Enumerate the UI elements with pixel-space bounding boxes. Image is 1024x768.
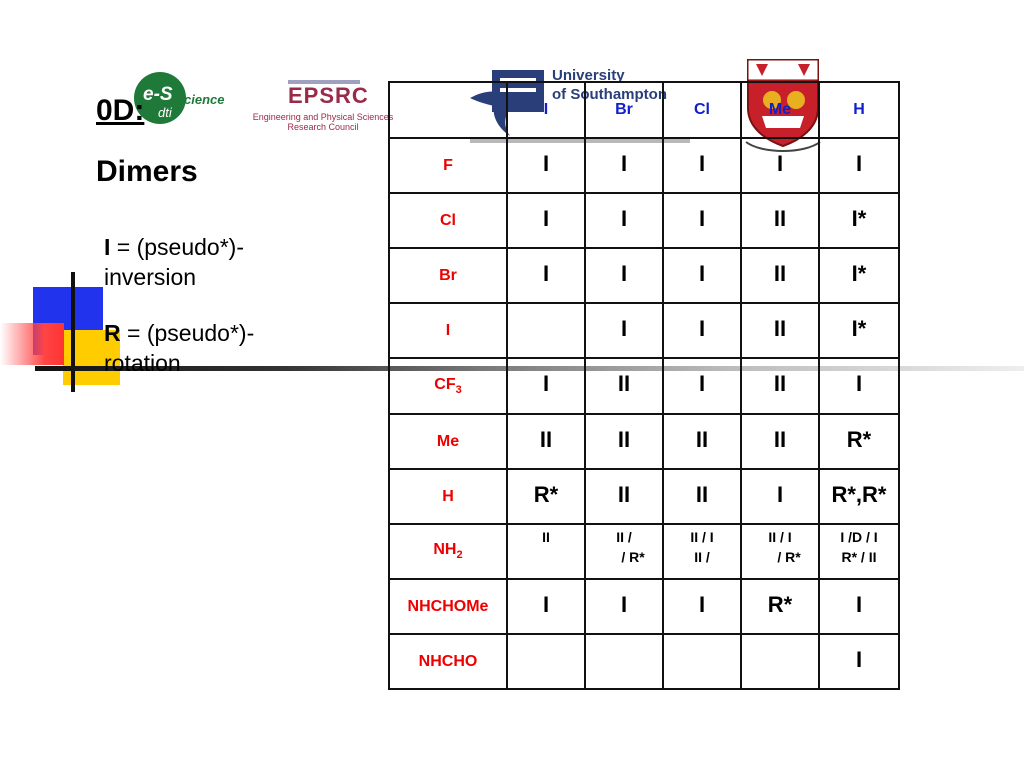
table-cell	[741, 248, 819, 303]
row-header-label: NHCHO	[418, 652, 478, 670]
table-cell-value: I	[698, 371, 706, 396]
table-cell-value: I	[542, 151, 550, 176]
table-cell	[663, 303, 741, 358]
table-row	[389, 303, 899, 358]
row-header	[389, 303, 507, 358]
table-cell-line: II /	[616, 529, 632, 545]
table-cell-value: I	[542, 371, 550, 396]
row-header-label: Br	[439, 266, 457, 284]
epsrc-logo	[248, 80, 408, 135]
row-header-label: Cl	[440, 211, 456, 229]
table-row	[389, 414, 899, 469]
southampton-logo-line1: University	[552, 67, 625, 84]
table-cell	[507, 634, 585, 689]
table-cell	[507, 138, 585, 193]
table-cell	[663, 579, 741, 634]
epsrc-logo-subtitle: Engineering and Physical Sciences Research Council	[252, 112, 394, 132]
decor-vertical-line	[71, 272, 75, 392]
table-cell	[741, 358, 819, 414]
table-cell	[819, 579, 899, 634]
legend-symbol: I	[104, 234, 111, 260]
table-cell-value: I	[855, 647, 863, 672]
table-cell	[663, 634, 741, 689]
table-row	[389, 193, 899, 248]
table-cell	[741, 193, 819, 248]
row-header	[389, 579, 507, 634]
table-cell-value: I	[620, 151, 628, 176]
table-cell-value: I	[542, 592, 550, 617]
table-cell-line: II / I	[690, 529, 714, 545]
table-cell	[585, 248, 663, 303]
table-cell	[741, 469, 819, 524]
table-cell-line: I /D / I	[840, 529, 878, 545]
table-cell-value: I	[542, 206, 550, 231]
row-header-label: Me	[436, 432, 460, 450]
row-header-label: I	[445, 321, 451, 339]
table-cell-value: I	[698, 261, 706, 286]
table-cell-value: II	[695, 427, 709, 452]
table-cell-value: R*	[846, 427, 872, 452]
table-cell-line: II / I	[768, 529, 792, 545]
table-cell	[507, 248, 585, 303]
table-cell	[507, 303, 585, 358]
table-cell-line: II	[542, 529, 550, 545]
row-header-label: NHCHOMe	[407, 597, 489, 615]
table-cell	[741, 414, 819, 469]
dimer-table	[388, 81, 900, 690]
row-header	[389, 138, 507, 193]
table-cell	[663, 524, 741, 579]
table-cell	[585, 469, 663, 524]
table-cell	[663, 469, 741, 524]
slide-title: 0D:	[96, 94, 145, 127]
table-cell	[819, 248, 899, 303]
table-cell-value	[664, 527, 740, 567]
table-cell-value: I*	[851, 316, 867, 341]
table-cell-value: I	[776, 151, 784, 176]
row-header	[389, 524, 507, 579]
table-corner-cell	[389, 82, 507, 138]
row-header-label: F	[443, 156, 453, 174]
table-cell-line: / R*	[621, 549, 645, 565]
table-cell	[507, 579, 585, 634]
table-cell	[507, 469, 585, 524]
legend-inversion	[104, 232, 304, 292]
table-header-row	[389, 82, 899, 138]
table-cell-value: II	[773, 427, 787, 452]
table-cell-line: / R*	[777, 549, 801, 565]
table-cell	[663, 193, 741, 248]
table-cell	[585, 303, 663, 358]
table-cell-value	[586, 527, 662, 567]
column-header: Cl	[663, 82, 741, 138]
table-cell-value: I	[855, 371, 863, 396]
table-cell-value: II	[617, 427, 631, 452]
table-cell	[663, 138, 741, 193]
table-row	[389, 524, 899, 579]
table-cell	[507, 414, 585, 469]
column-header: Me	[741, 82, 819, 138]
table-cell	[819, 358, 899, 414]
table-cell-value: R*	[767, 592, 793, 617]
escience-logo-text-3: dti	[158, 105, 172, 120]
column-header: I	[507, 82, 585, 138]
table-cell-value: I	[542, 261, 550, 286]
table-cell-value: I	[698, 151, 706, 176]
table-cell-value: I	[698, 592, 706, 617]
row-header	[389, 634, 507, 689]
row-header-subscript: 3	[455, 384, 462, 397]
table-cell-value: I	[698, 316, 706, 341]
table-row	[389, 579, 899, 634]
table-cell-value: II	[539, 427, 553, 452]
table-row	[389, 248, 899, 303]
table-row	[389, 138, 899, 193]
table-cell	[819, 524, 899, 579]
table-cell	[663, 248, 741, 303]
dimer-table-body	[389, 82, 899, 689]
table-cell	[663, 414, 741, 469]
legend-text: = (pseudo*)-rotation	[104, 320, 255, 376]
table-cell-value	[742, 527, 818, 567]
table-cell	[585, 524, 663, 579]
table-cell-value: I	[776, 482, 784, 507]
escience-logo-text-2: cience	[184, 92, 225, 107]
table-row	[389, 634, 899, 689]
table-cell-value	[508, 527, 584, 547]
table-cell	[819, 138, 899, 193]
column-header: H	[819, 82, 899, 138]
legend-symbol: R	[104, 320, 121, 346]
table-cell-value: I	[698, 206, 706, 231]
row-header	[389, 193, 507, 248]
table-row	[389, 358, 899, 414]
table-cell	[741, 634, 819, 689]
table-cell-value: II	[773, 206, 787, 231]
table-cell-value: II	[617, 371, 631, 396]
escience-logo-text: e-S	[143, 84, 173, 105]
table-cell-line: II /	[694, 549, 710, 565]
table-cell	[507, 524, 585, 579]
table-cell	[585, 414, 663, 469]
row-header	[389, 248, 507, 303]
table-cell-value: II	[773, 371, 787, 396]
table-cell-value: I	[620, 592, 628, 617]
table-cell-value: R*	[533, 482, 559, 507]
decor-red-bar	[0, 323, 64, 365]
table-cell	[819, 414, 899, 469]
table-cell	[507, 358, 585, 414]
legend-text: = (pseudo*)-inversion	[104, 234, 244, 290]
table-cell	[663, 358, 741, 414]
table-cell-value: I	[620, 261, 628, 286]
table-cell	[585, 634, 663, 689]
table-cell-value: I*	[851, 206, 867, 231]
table-cell-value: R*,R*	[831, 482, 887, 507]
row-header-label: CF	[434, 375, 456, 393]
table-cell	[819, 469, 899, 524]
table-cell	[585, 193, 663, 248]
table-row	[389, 469, 899, 524]
table-cell-value	[820, 527, 898, 567]
table-cell	[741, 138, 819, 193]
table-cell-value: I*	[851, 261, 867, 286]
table-cell	[741, 303, 819, 358]
row-header-subscript: 2	[456, 549, 463, 562]
table-cell	[819, 193, 899, 248]
table-cell	[819, 303, 899, 358]
table-cell-line: R* / II	[841, 549, 877, 565]
table-cell	[507, 193, 585, 248]
table-cell	[741, 524, 819, 579]
row-header	[389, 358, 507, 414]
row-header	[389, 469, 507, 524]
table-cell-value: I	[620, 206, 628, 231]
table-cell	[585, 138, 663, 193]
column-header: Br	[585, 82, 663, 138]
table-cell-value: I	[855, 592, 863, 617]
table-cell-value: II	[695, 482, 709, 507]
table-cell-value: II	[773, 316, 787, 341]
slide-subtitle: Dimers	[96, 155, 198, 188]
legend-rotation	[104, 318, 304, 378]
epsrc-logo-name: EPSRC	[288, 83, 369, 108]
row-header	[389, 414, 507, 469]
table-cell-value: II	[617, 482, 631, 507]
row-header-label: H	[442, 487, 454, 505]
row-header-label: NH	[433, 541, 457, 559]
table-cell-value: I	[855, 151, 863, 176]
southampton-logo-line2: of Southampton	[552, 86, 667, 103]
table-cell-value: I	[620, 316, 628, 341]
table-cell	[585, 358, 663, 414]
table-cell	[819, 634, 899, 689]
table-cell	[741, 579, 819, 634]
table-cell-value: II	[773, 261, 787, 286]
table-cell	[585, 579, 663, 634]
